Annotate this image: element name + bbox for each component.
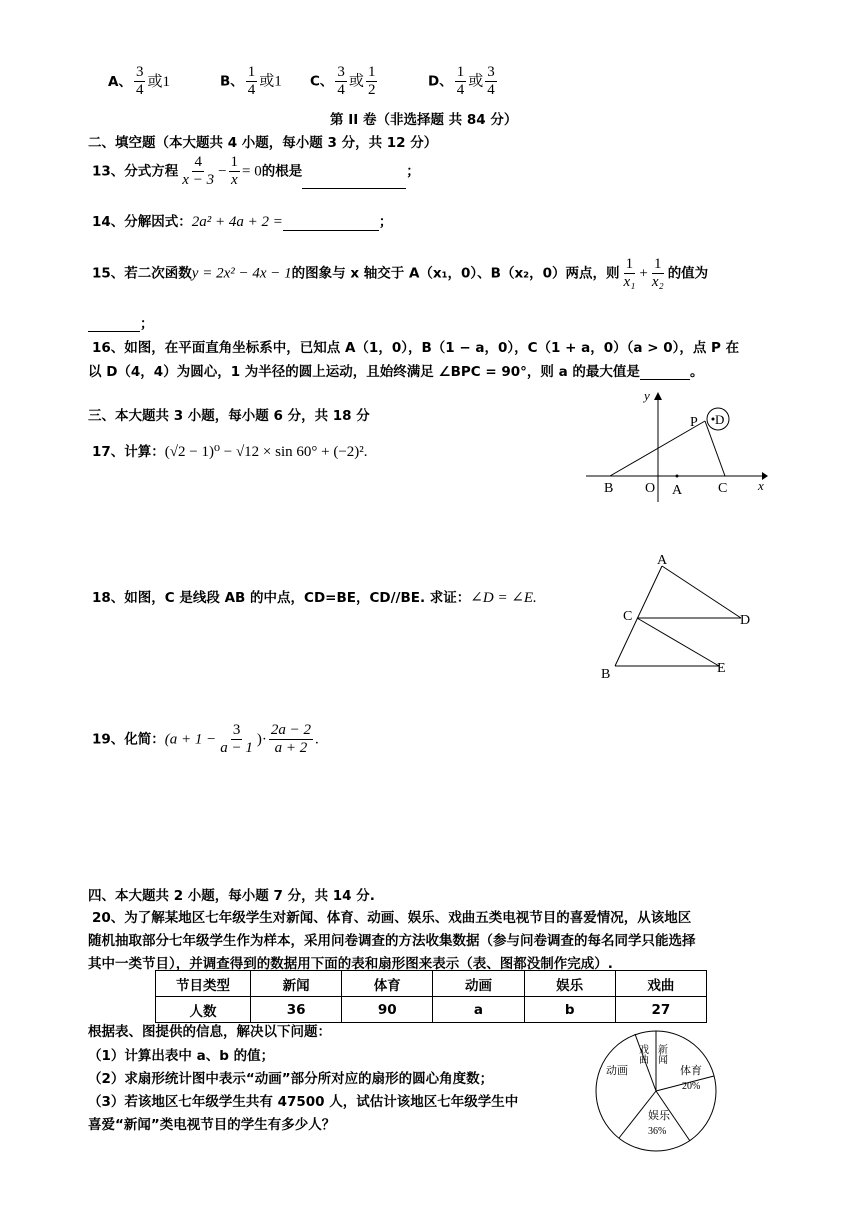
option-d: D、 $\frac{1}{4}$ 或 $\frac{3}{4}$	[428, 64, 495, 98]
label-b: B	[604, 481, 614, 496]
label-b: B	[601, 667, 611, 682]
table-cell: 36	[251, 997, 342, 1023]
question-20-line2: 随机抽取部分七年级学生作为样本，采用问卷调查的方法收集数据（参与问卷调查的每名同学只能选择	[88, 933, 696, 949]
question-14: 14、分解因式：2a² + 4a + 2 = ；	[92, 214, 393, 230]
question-20-part4: 喜爱“新闻”类电视节目的学生有多少人？	[88, 1117, 336, 1133]
point-a	[676, 475, 679, 478]
label-d: D	[715, 412, 725, 427]
question-20-part1: （1）计算出表中 a、b 的值；	[88, 1048, 275, 1064]
pie-slice-percent: 20%	[682, 1081, 701, 1092]
label-d: D	[740, 613, 751, 628]
answer-blank-14[interactable]	[283, 230, 379, 231]
x-label: x	[758, 478, 764, 493]
table-cell: 体育	[342, 971, 433, 997]
pie-chart	[594, 1026, 724, 1156]
y-label: y	[644, 388, 650, 403]
table-cell: a	[433, 997, 524, 1023]
question-15-answer: ；	[88, 312, 154, 332]
pie-slice-percent: 36%	[648, 1126, 667, 1137]
section4-heading: 四、本大题共 2 小题，每小题 7 分，共 14 分.	[88, 888, 375, 904]
segment-ce	[637, 618, 719, 666]
question-20-line1: 20、为了解某地区七年级学生对新闻、体育、动画、娱乐、戏曲五类电视节目的喜爱情况，从该地区	[92, 910, 692, 926]
label-e: E	[717, 661, 726, 676]
table-cell: 新闻	[251, 971, 342, 997]
pie-slice-label: 娱乐	[648, 1110, 670, 1122]
pie-slice-label: 新闻	[655, 1044, 667, 1064]
option-b: B、 $\frac{1}{4}$ 或1	[220, 64, 282, 98]
options-row	[108, 64, 170, 99]
answer-blank-13[interactable]	[302, 188, 406, 189]
question-19: 19、化简：(a + 1 − $\frac{3}{a - 1}$ )· $\frac{2a - 2}{a + 2}$ .	[92, 722, 319, 756]
label-a: A	[672, 483, 683, 498]
label-c: C	[623, 609, 633, 624]
table-cell: b	[524, 997, 615, 1023]
question-16-line2: 以 D（4，4）为圆心，1 为半径的圆上运动，且始终满足 ∠BPC = 90°，则 a 的最大值是 。	[88, 364, 704, 380]
table-cell: 27	[615, 997, 706, 1023]
question-18: 18、如图，C 是线段 AB 的中点，CD=BE，CD//BE. 求证：∠D = ∠E.	[92, 590, 537, 606]
part2-title: 第 II 卷（非选择题 共 84 分）	[330, 112, 518, 128]
option-a: A、 $\frac{3}{4}$ 或1	[108, 64, 170, 98]
table-cell: 戏曲	[615, 971, 706, 997]
question-20-part2: （2）求扇形统计图中表示“动画”部分所对应的扇形的圆心角度数；	[88, 1071, 494, 1087]
table-cell: 人数	[156, 997, 251, 1023]
label-o: O	[645, 481, 656, 496]
question-15: 15、若二次函数y = 2x² − 4x − 1的图象与 x 轴交于 A（x₁，0）、B（x₂，0）两点，则 $\frac{1}{\text{x₁}}$ + $\frac{1}{\text{x₂}}$ 的值为	[92, 256, 709, 290]
option-c: C、 $\frac{3}{4}$ 或 $\frac{1}{2}$	[310, 64, 376, 98]
coordinate-figure	[580, 388, 770, 508]
table-header-row	[156, 971, 707, 997]
data-table	[155, 970, 707, 1023]
table-cell: 90	[342, 997, 433, 1023]
question-20-part3: （3）若该地区七年级学生共有 47500 人，试估计该地区七年级学生中	[88, 1094, 519, 1110]
question-16-line1: 16、如图，在平面直角坐标系中，已知点 A（1，0），B（1 − a，0），C（1 + a，0）（a > 0），点 P 在	[92, 340, 740, 356]
question-13: 13、分式方程 $\frac{4}{x - 3}$ − $\frac{1}{x}$ = 0的根是 ；	[92, 154, 420, 188]
table-row	[156, 997, 707, 1023]
section3-heading: 三、本大题共 3 小题，每小题 6 分，共 18 分	[88, 408, 370, 424]
question-17: 17、计算：(√2 − 1)⁰ − √12 × sin 60° + (−2)².	[92, 444, 368, 460]
label-a: A	[657, 553, 668, 568]
table-cell: 娱乐	[524, 971, 615, 997]
y-axis-arrow	[654, 392, 662, 400]
label-p: P	[690, 415, 698, 430]
segment-ad	[662, 566, 741, 618]
label-c: C	[718, 481, 728, 496]
pie-slice-label: 动画	[606, 1065, 628, 1077]
answer-blank-15[interactable]	[88, 317, 140, 332]
question-20-intro: 根据表、图提供的信息，解决以下问题：	[88, 1024, 331, 1040]
pie-slice-label: 体育	[680, 1065, 702, 1077]
answer-blank-16[interactable]	[640, 379, 690, 380]
section2-heading: 二、填空题（本大题共 4 小题，每小题 3 分，共 12 分）	[88, 135, 438, 151]
pie-slice-label: 戏曲	[636, 1044, 648, 1064]
table-cell: 节目类型	[156, 971, 251, 997]
triangle-figure	[595, 550, 765, 685]
question-20-line3: 其中一类节目），并调查得到的数据用下面的表和扇形图来表示（表、图都没制作完成）.	[88, 956, 613, 972]
table-cell: 动画	[433, 971, 524, 997]
